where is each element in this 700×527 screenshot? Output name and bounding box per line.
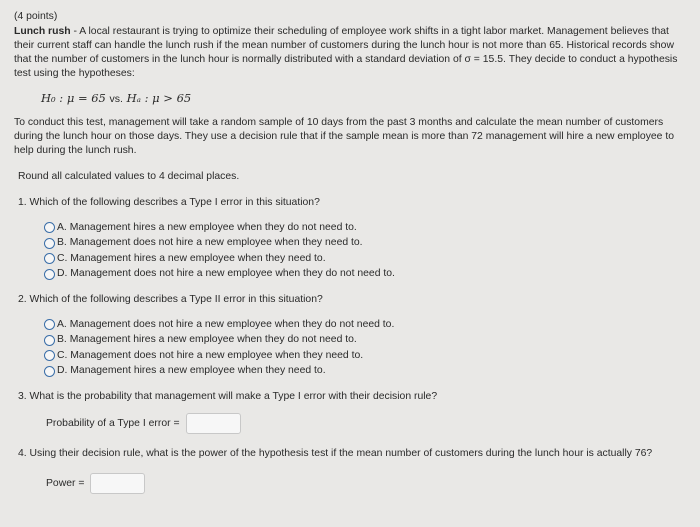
q1-option-c[interactable]: C. Management hires a new employee when they need to. — [44, 251, 686, 267]
radio-button[interactable] — [44, 335, 55, 346]
hypotheses-vs: vs. — [109, 93, 123, 105]
null-hypothesis: H₀ : μ = 65 — [41, 91, 106, 105]
problem-text: - A local restaurant is trying to optimize their scheduling of employee work shifts in a tight labor market. Management believes that their current staff can handle the lunch rush if the mean number of customers during the lunch hour is not more than 65. Historical records show that the number of customers in the lunch hour is normally distributed with a standard deviation of σ = 15.5. They decide to conduct a hypothesis test using the hypotheses: — [14, 26, 678, 79]
radio-button[interactable] — [44, 238, 55, 249]
radio-button[interactable] — [44, 269, 55, 280]
question-1-options — [44, 220, 686, 282]
problem-intro — [14, 25, 686, 81]
q2-option-d[interactable]: D. Management hires a new employee when they need to. — [44, 364, 686, 380]
type-i-error-input[interactable] — [186, 413, 241, 434]
q2-option-c[interactable]: C. Management does not hire a new employee when they need to. — [44, 348, 686, 364]
q3-answer-label: Probability of a Type I error = — [46, 417, 180, 429]
paragraph-sampling: To conduct this test, management will take a random sample of 10 days from the past 3 months and calculate the mean number of customers during the lunch hour on those days. They use a decision rule that if the sample mean is more than 72 management will hire a new employee to help during the lunch rush. — [14, 117, 674, 156]
points-label: (4 points) — [14, 11, 58, 22]
question-4-text: 4. Using their decision rule, what is the power of the hypothesis test if the mean number of customers during the lunch hour is actually 76? — [18, 448, 653, 459]
q2-option-a[interactable]: A. Management does not hire a new employee when they do not need to. — [44, 317, 686, 333]
q1-option-a[interactable]: A. Management hires a new employee when they do not need to. — [44, 220, 686, 236]
q1-option-b[interactable]: B. Management does not hire a new employee when they need to. — [44, 236, 686, 252]
q3-answer-row — [46, 413, 686, 434]
rounding-instruction: Round all calculated values to 4 decimal places. — [18, 171, 240, 182]
problem-title: Lunch rush — [14, 26, 71, 37]
radio-button[interactable] — [44, 319, 55, 330]
hypotheses — [41, 91, 686, 106]
question-3 — [14, 390, 686, 434]
question-2-options — [44, 317, 686, 379]
q4-answer-row — [46, 473, 686, 494]
radio-button[interactable] — [44, 366, 55, 377]
q1-option-d[interactable]: D. Management does not hire a new employee when they do not need to. — [44, 267, 686, 283]
question-1-text: 1. Which of the following describes a Type I error in this situation? — [18, 197, 320, 208]
q4-answer-label: Power = — [46, 477, 85, 489]
alt-hypothesis: Hₐ : μ > 65 — [126, 91, 192, 105]
question-2-text: 2. Which of the following describes a Type II error in this situation? — [18, 294, 323, 305]
power-input[interactable] — [90, 473, 145, 494]
radio-button[interactable] — [44, 350, 55, 361]
q2-option-b[interactable]: B. Management hires a new employee when they do not need to. — [44, 333, 686, 349]
question-2 — [14, 293, 686, 379]
question-1 — [14, 196, 686, 282]
radio-button[interactable] — [44, 222, 55, 233]
question-4 — [14, 447, 686, 494]
question-3-text: 3. What is the probability that management will make a Type I error with their decision rule? — [18, 391, 438, 402]
radio-button[interactable] — [44, 253, 55, 264]
